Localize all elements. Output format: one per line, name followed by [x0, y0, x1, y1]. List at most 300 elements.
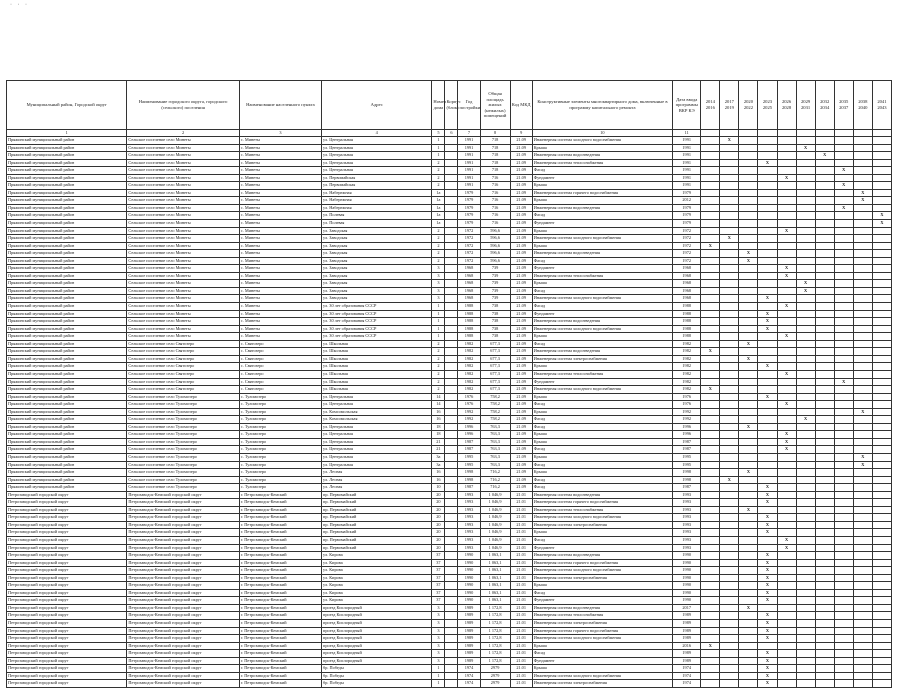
period-mark: X: [777, 401, 796, 409]
period-cell: [777, 242, 796, 250]
column-number-blank: [758, 130, 777, 137]
period-cell: [739, 235, 758, 243]
period-cell: [815, 401, 834, 409]
district-cell: Пряжинский муниципальный район: [7, 386, 127, 394]
date-cell: 1988: [673, 310, 701, 318]
year-cell: 1988: [458, 325, 480, 333]
period-cell: [701, 287, 720, 295]
period-cell: [834, 386, 853, 394]
header-period-1: 2014 2016: [701, 81, 720, 130]
header-period-2: 2017 2019: [720, 81, 739, 130]
period-cell: [701, 423, 720, 431]
period-cell: [777, 212, 796, 220]
settlement-cell: Петрозаводск-Кемский городской округ: [127, 567, 239, 575]
year-cell: 1988: [458, 318, 480, 326]
area-cell: 1 046,9: [480, 499, 510, 507]
period-mark: X: [777, 227, 796, 235]
period-cell: [872, 287, 891, 295]
settlement-cell: Сельское поселение село Минеты: [127, 182, 239, 190]
period-cell: [758, 416, 777, 424]
date-cell: 1974: [673, 680, 701, 688]
period-cell: [796, 325, 815, 333]
period-cell: [758, 544, 777, 552]
table-row: [7, 393, 892, 401]
code-cell: 21.09: [510, 416, 532, 424]
period-cell: [701, 378, 720, 386]
table-row: [7, 620, 892, 628]
period-cell: [701, 355, 720, 363]
settlement-cell: Петрозаводск-Кемский городской округ: [127, 559, 239, 567]
element-cell: Инженерная система водоотведения: [532, 250, 672, 258]
period-cell: [739, 310, 758, 318]
period-cell: [853, 159, 872, 167]
settlement-cell: Сельское поселение село Минеты: [127, 204, 239, 212]
period-cell: [739, 657, 758, 665]
element-cell: Фасад: [532, 287, 672, 295]
period-cell: [853, 620, 872, 628]
code-cell: 21.09: [510, 431, 532, 439]
block-cell: [445, 303, 458, 311]
settlement-cell: Сельское поселение село Туломозеро: [127, 416, 239, 424]
block-cell: [445, 552, 458, 560]
period-mark: X: [758, 325, 777, 333]
address-cell: пр. Первомайский: [322, 506, 432, 514]
house-number-cell: 21: [432, 438, 445, 446]
district-cell: Пряжинский муниципальный район: [7, 303, 127, 311]
table-row: [7, 280, 892, 288]
district-cell: Пряжинский муниципальный район: [7, 461, 127, 469]
period-cell: [796, 333, 815, 341]
period-cell: [720, 635, 739, 643]
period-cell: [834, 408, 853, 416]
area-cell: 1 063,1: [480, 559, 510, 567]
element-cell: Фасад: [532, 461, 672, 469]
house-number-cell: 18: [432, 431, 445, 439]
period-cell: [720, 204, 739, 212]
period-cell: [720, 257, 739, 265]
date-cell: 1968: [673, 272, 701, 280]
period-cell: [777, 197, 796, 205]
district-cell: Петрозаводский городской округ: [7, 597, 127, 605]
date-cell: 2016: [673, 642, 701, 650]
period-cell: [777, 453, 796, 461]
block-cell: [445, 476, 458, 484]
block-cell: [445, 144, 458, 152]
period-cell: [777, 597, 796, 605]
code-cell: 21.09: [510, 167, 532, 175]
area-cell: 716,2: [480, 484, 510, 492]
period-cell: [815, 438, 834, 446]
period-cell: [872, 582, 891, 590]
period-mark: X: [815, 152, 834, 160]
period-cell: [834, 635, 853, 643]
address-cell: ул. Центральная: [322, 453, 432, 461]
period-cell: [701, 589, 720, 597]
period-mark: X: [853, 189, 872, 197]
element-cell: Инженерная система холодного водоснабжения: [532, 386, 672, 394]
table-row: [7, 559, 892, 567]
address-cell: ул. Кирова: [322, 559, 432, 567]
period-cell: [758, 257, 777, 265]
period-cell: [720, 604, 739, 612]
area-cell: 758,2: [480, 416, 510, 424]
element-cell: Фундамент: [532, 220, 672, 228]
address-cell: ул. Кирова: [322, 552, 432, 560]
period-cell: [815, 235, 834, 243]
settlement-cell: Сельское поселение село Минеты: [127, 318, 239, 326]
element-cell: Крыша: [532, 438, 672, 446]
date-cell: 2012: [673, 197, 701, 205]
house-number-cell: 1: [432, 310, 445, 318]
house-number-cell: 20: [432, 514, 445, 522]
period-cell: [815, 363, 834, 371]
code-cell: 21.09: [510, 408, 532, 416]
locality-cell: с. Минеты: [239, 227, 321, 235]
column-number-blank: [777, 130, 796, 137]
period-cell: [701, 393, 720, 401]
period-cell: [815, 597, 834, 605]
address-cell: ул. 30 лет образования СССР: [322, 310, 432, 318]
district-cell: Пряжинский муниципальный район: [7, 152, 127, 160]
period-cell: [777, 461, 796, 469]
period-cell: [796, 378, 815, 386]
period-cell: [720, 386, 739, 394]
period-cell: [796, 310, 815, 318]
period-cell: [701, 318, 720, 326]
period-mark: X: [758, 159, 777, 167]
area-cell: 1 046,9: [480, 521, 510, 529]
district-cell: Пряжинский муниципальный район: [7, 370, 127, 378]
period-cell: [834, 401, 853, 409]
house-number-cell: 1: [432, 152, 445, 160]
period-cell: [853, 303, 872, 311]
period-cell: [853, 318, 872, 326]
period-cell: [872, 204, 891, 212]
block-cell: [445, 310, 458, 318]
locality-cell: г. Петрозаводск-Кемский: [239, 582, 321, 590]
period-cell: [701, 461, 720, 469]
period-cell: [739, 574, 758, 582]
address-cell: ул. Полевая: [322, 212, 432, 220]
area-cell: 716: [480, 212, 510, 220]
date-cell: 1972: [673, 235, 701, 243]
period-cell: [739, 620, 758, 628]
block-cell: [445, 272, 458, 280]
period-mark: X: [720, 476, 739, 484]
table-row: [7, 529, 892, 537]
period-cell: [796, 159, 815, 167]
element-cell: Крыша: [532, 642, 672, 650]
period-mark: X: [758, 627, 777, 635]
period-cell: [720, 227, 739, 235]
period-cell: [701, 582, 720, 590]
settlement-cell: Сельское поселение село Минеты: [127, 250, 239, 258]
district-cell: Петрозаводский городской округ: [7, 544, 127, 552]
period-cell: [872, 461, 891, 469]
period-cell: [796, 476, 815, 484]
block-cell: [445, 582, 458, 590]
date-cell: 1992: [673, 416, 701, 424]
period-cell: [796, 318, 815, 326]
period-cell: [834, 521, 853, 529]
period-cell: [796, 355, 815, 363]
element-cell: Фасад: [532, 340, 672, 348]
period-cell: [720, 453, 739, 461]
period-cell: [701, 152, 720, 160]
period-cell: [853, 325, 872, 333]
period-cell: [853, 257, 872, 265]
year-cell: 1993: [458, 499, 480, 507]
column-number-blank: [796, 130, 815, 137]
block-cell: [445, 461, 458, 469]
period-cell: [777, 257, 796, 265]
year-cell: 1989: [458, 635, 480, 643]
locality-cell: г. Петрозаводск-Кемский: [239, 559, 321, 567]
date-cell: 1991: [673, 152, 701, 160]
period-cell: [796, 453, 815, 461]
period-cell: [796, 597, 815, 605]
year-cell: 1990: [458, 574, 480, 582]
column-number: 3: [239, 130, 321, 137]
period-mark: X: [758, 514, 777, 522]
house-number-cell: 1а: [432, 220, 445, 228]
block-cell: [445, 536, 458, 544]
period-cell: [872, 257, 891, 265]
settlement-cell: Сельское поселение село Минеты: [127, 212, 239, 220]
period-cell: [720, 189, 739, 197]
period-cell: [834, 310, 853, 318]
element-cell: Инженерная система горячего водоснабжения: [532, 189, 672, 197]
settlement-cell: Сельское поселение село Минеты: [127, 303, 239, 311]
period-cell: [777, 582, 796, 590]
period-cell: [739, 303, 758, 311]
period-cell: [815, 355, 834, 363]
period-cell: [796, 536, 815, 544]
locality-cell: г. Петрозаводск-Кемский: [239, 650, 321, 658]
period-cell: [796, 499, 815, 507]
period-cell: [834, 423, 853, 431]
district-cell: Петрозаводский городской округ: [7, 491, 127, 499]
period-cell: [758, 438, 777, 446]
address-cell: ул. 30 лет образования СССР: [322, 325, 432, 333]
date-cell: 1996: [673, 423, 701, 431]
locality-cell: г. Петрозаводск-Кемский: [239, 536, 321, 544]
table-row: [7, 340, 892, 348]
period-mark: X: [853, 197, 872, 205]
district-cell: Пряжинский муниципальный район: [7, 401, 127, 409]
date-cell: 1993: [673, 506, 701, 514]
address-cell: ул. Набережная: [322, 204, 432, 212]
header-locality: Наименование населенного пункта: [239, 81, 321, 130]
period-cell: [701, 182, 720, 190]
table-row: [7, 665, 892, 673]
period-cell: [758, 340, 777, 348]
address-cell: ул. Школьная: [322, 378, 432, 386]
year-cell: 1990: [458, 597, 480, 605]
element-cell: Инженерная система холодного водоснабжения: [532, 295, 672, 303]
date-cell: 1982: [673, 370, 701, 378]
date-cell: 1992: [673, 408, 701, 416]
block-cell: [445, 484, 458, 492]
locality-cell: с. Туломозеро: [239, 431, 321, 439]
locality-cell: г. Петрозаводск-Кемский: [239, 491, 321, 499]
house-number-cell: 2: [432, 227, 445, 235]
area-cell: 716: [480, 189, 510, 197]
locality-cell: с. Святозеро: [239, 340, 321, 348]
period-mark: X: [758, 499, 777, 507]
settlement-cell: Петрозаводск-Кемский городской округ: [127, 642, 239, 650]
area-cell: 677,3: [480, 355, 510, 363]
period-cell: [872, 242, 891, 250]
period-cell: [815, 310, 834, 318]
date-cell: 1974: [673, 672, 701, 680]
year-cell: 1968: [458, 272, 480, 280]
period-cell: [853, 212, 872, 220]
period-cell: [796, 348, 815, 356]
period-cell: [720, 272, 739, 280]
address-cell: ул. Кирова: [322, 574, 432, 582]
address-cell: ул. Центральная: [322, 401, 432, 409]
period-cell: [720, 620, 739, 628]
period-cell: [815, 514, 834, 522]
period-cell: [777, 567, 796, 575]
settlement-cell: Петрозаводск-Кемский городской округ: [127, 589, 239, 597]
period-cell: [796, 393, 815, 401]
period-cell: [796, 657, 815, 665]
period-cell: [796, 582, 815, 590]
address-cell: ул. Заводская: [322, 257, 432, 265]
period-cell: [796, 589, 815, 597]
period-mark: X: [872, 212, 891, 220]
locality-cell: г. Петрозаводск-Кемский: [239, 506, 321, 514]
period-cell: [796, 446, 815, 454]
period-cell: [853, 333, 872, 341]
year-cell: 1982: [458, 378, 480, 386]
period-cell: [872, 348, 891, 356]
period-cell: [796, 642, 815, 650]
element-cell: Инженерная система водоотведения: [532, 318, 672, 326]
table-row: [7, 650, 892, 658]
year-cell: 1989: [458, 604, 480, 612]
period-cell: [758, 506, 777, 514]
period-cell: [701, 469, 720, 477]
locality-cell: с. Минеты: [239, 272, 321, 280]
column-number: 1: [7, 130, 127, 137]
period-cell: [853, 544, 872, 552]
block-cell: [445, 469, 458, 477]
period-cell: [720, 310, 739, 318]
element-cell: Инженерная система электроснабжения: [532, 521, 672, 529]
period-cell: [720, 461, 739, 469]
period-cell: [796, 212, 815, 220]
house-number-cell: 2: [432, 235, 445, 243]
period-cell: [777, 318, 796, 326]
period-cell: [815, 204, 834, 212]
period-cell: [701, 280, 720, 288]
table-row: [7, 408, 892, 416]
date-cell: 1968: [673, 265, 701, 273]
year-cell: 1998: [458, 476, 480, 484]
date-cell: 1989: [673, 635, 701, 643]
area-cell: 1 063,1: [480, 597, 510, 605]
period-cell: [777, 159, 796, 167]
period-cell: [739, 204, 758, 212]
period-cell: [853, 295, 872, 303]
period-cell: [701, 567, 720, 575]
settlement-cell: Петрозаводск-Кемский городской округ: [127, 612, 239, 620]
period-cell: [834, 220, 853, 228]
period-cell: [758, 461, 777, 469]
period-cell: [777, 386, 796, 394]
code-cell: 21.01: [510, 491, 532, 499]
element-cell: Инженерная система водоотведения: [532, 491, 672, 499]
settlement-cell: Сельское поселение село Туломозеро: [127, 438, 239, 446]
period-cell: [853, 484, 872, 492]
settlement-cell: Сельское поселение село Туломозеро: [127, 393, 239, 401]
period-mark: X: [739, 250, 758, 258]
period-cell: [758, 446, 777, 454]
period-cell: [701, 665, 720, 673]
period-cell: [872, 589, 891, 597]
period-cell: [777, 340, 796, 348]
block-cell: [445, 265, 458, 273]
period-cell: [720, 597, 739, 605]
period-cell: [758, 378, 777, 386]
area-cell: 738: [480, 303, 510, 311]
period-cell: [815, 159, 834, 167]
address-cell: ул. Первомайская: [322, 182, 432, 190]
table-row: [7, 333, 892, 341]
table-row: [7, 265, 892, 273]
locality-cell: с. Минеты: [239, 152, 321, 160]
address-cell: ул. Центральная: [322, 152, 432, 160]
settlement-cell: Петрозаводск-Кемский городской округ: [127, 597, 239, 605]
period-cell: [701, 144, 720, 152]
locality-cell: с. Минеты: [239, 167, 321, 175]
table-row: [7, 476, 892, 484]
period-cell: [758, 370, 777, 378]
header-elements: Конструктивные элементы многоквартирного дома, включенные в программу капитального ремонта: [532, 81, 672, 130]
house-number-cell: 21: [432, 446, 445, 454]
period-cell: [739, 438, 758, 446]
table-row: [7, 318, 892, 326]
district-cell: Петрозаводский городской округ: [7, 559, 127, 567]
district-cell: Пряжинский муниципальный район: [7, 159, 127, 167]
year-cell: 1989: [458, 657, 480, 665]
period-cell: [815, 416, 834, 424]
area-cell: 763,3: [480, 461, 510, 469]
period-cell: [758, 265, 777, 273]
period-cell: [720, 152, 739, 160]
settlement-cell: Сельское поселение село Минеты: [127, 265, 239, 273]
period-cell: [739, 152, 758, 160]
period-cell: [720, 318, 739, 326]
period-cell: [834, 227, 853, 235]
period-cell: [777, 657, 796, 665]
period-cell: [796, 189, 815, 197]
date-cell: 1968: [673, 287, 701, 295]
period-mark: X: [853, 408, 872, 416]
period-cell: [758, 604, 777, 612]
period-cell: [815, 529, 834, 537]
period-cell: [853, 272, 872, 280]
period-mark: X: [777, 174, 796, 182]
settlement-cell: Сельское поселение село Святозеро: [127, 386, 239, 394]
house-number-cell: 3: [432, 650, 445, 658]
address-cell: ул. Комсомольская: [322, 416, 432, 424]
house-number-cell: 20: [432, 491, 445, 499]
period-cell: [815, 182, 834, 190]
